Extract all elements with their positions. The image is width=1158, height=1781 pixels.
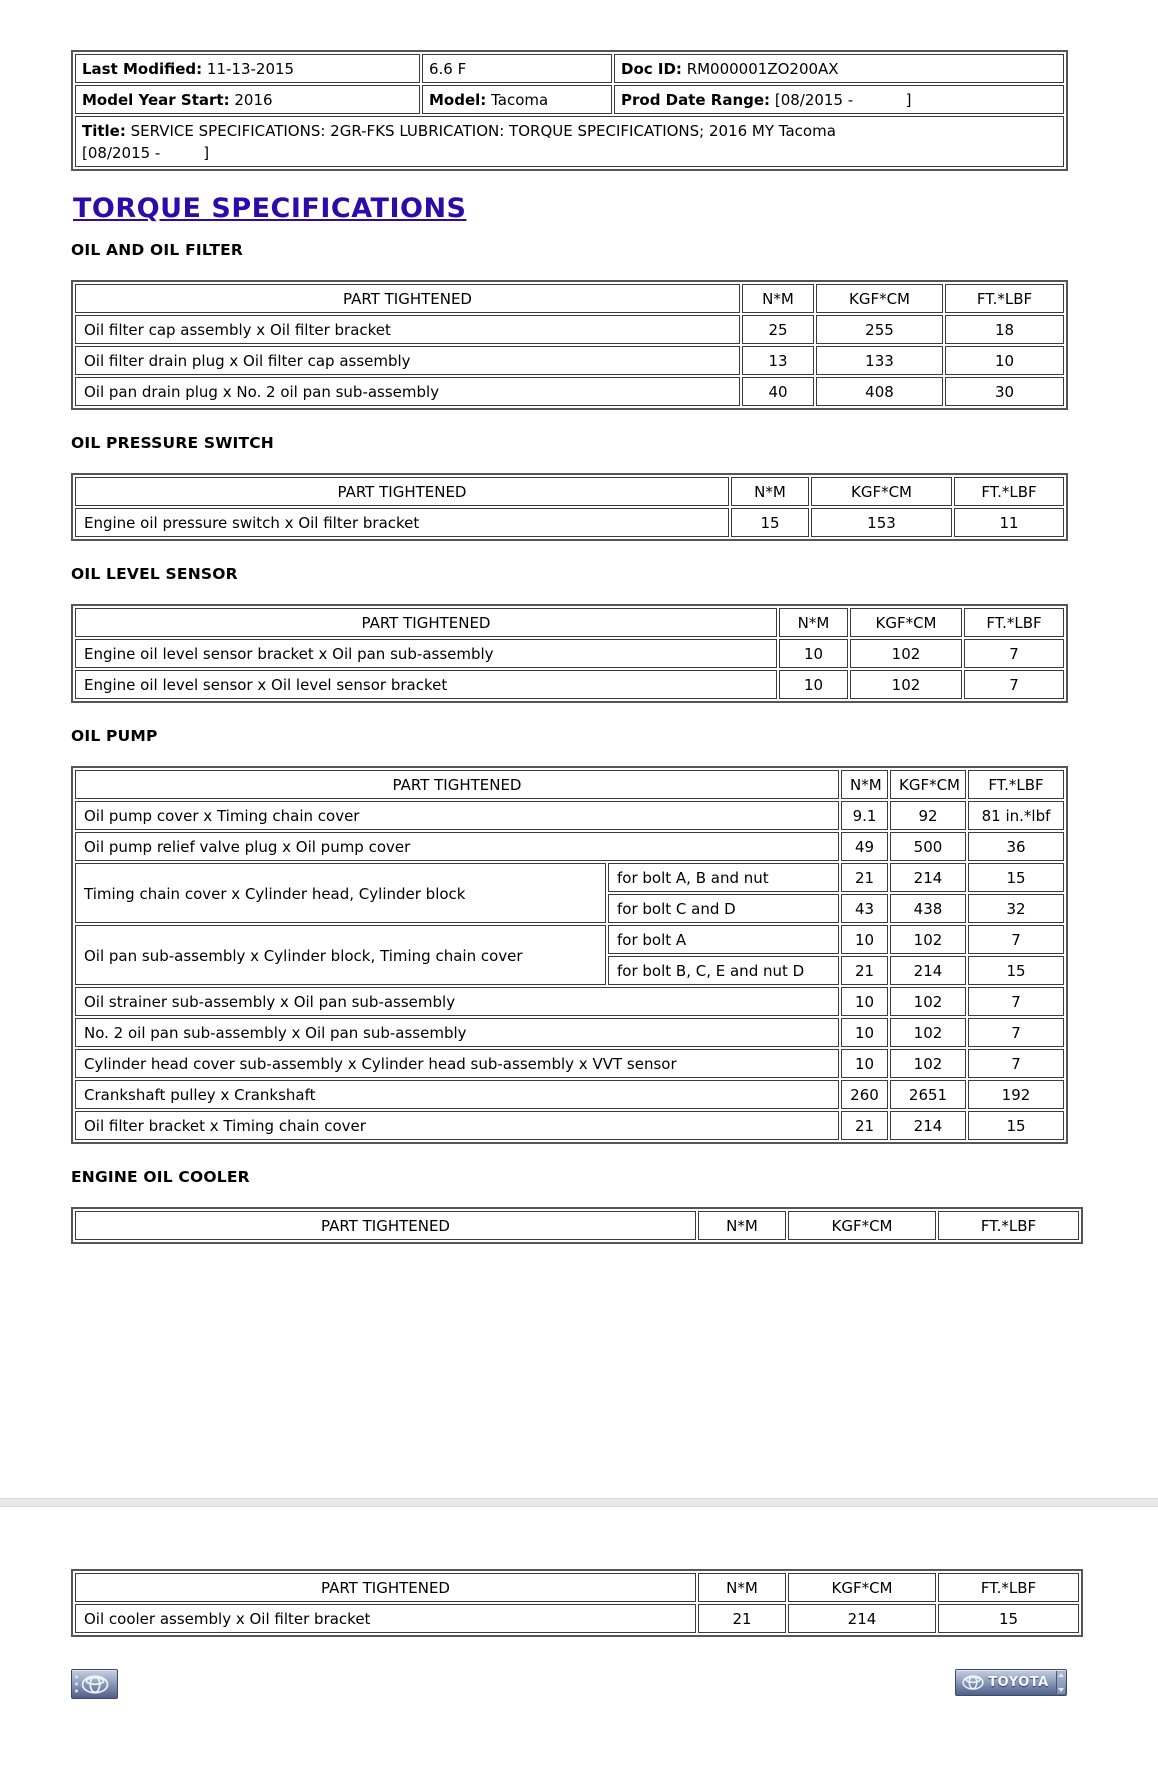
ft-cell: 30	[945, 377, 1064, 406]
oil-and-oil-filter-table	[71, 280, 1068, 410]
kgf-cell: 2651	[890, 1080, 966, 1109]
table-row	[75, 987, 1064, 1016]
kgf-cell: 102	[890, 1018, 966, 1047]
nm-cell: 21	[841, 1111, 888, 1140]
column-header-part: PART TIGHTENED	[75, 284, 740, 313]
kgf-cell: 214	[890, 1111, 966, 1140]
page-break-band	[0, 1498, 1158, 1507]
condition-cell: for bolt C and D	[608, 894, 839, 923]
column-header-ft: FT.*LBF	[945, 284, 1064, 313]
doc-info-row-3	[75, 116, 1064, 167]
ft-cell: 7	[968, 925, 1064, 954]
part-cell: Oil cooler assembly x Oil filter bracket	[75, 1604, 696, 1633]
column-header-part: PART TIGHTENED	[75, 1573, 696, 1602]
column-header-nm: N*M	[698, 1211, 786, 1240]
footer-nav	[71, 1669, 1067, 1699]
kgf-cell: 500	[890, 832, 966, 861]
oil-level-sensor-table	[71, 604, 1068, 703]
column-header-kgf: KGF*CM	[890, 770, 966, 799]
column-header-ft: FT.*LBF	[938, 1573, 1079, 1602]
ft-cell: 36	[968, 832, 1064, 861]
kgf-cell: 408	[816, 377, 943, 406]
doc-id-label: Doc ID:	[621, 60, 682, 78]
scroll-up-icon	[1058, 1673, 1064, 1677]
kgf-cell: 255	[816, 315, 943, 344]
nm-cell: 49	[841, 832, 888, 861]
table-row	[75, 377, 1064, 406]
nm-cell: 10	[779, 639, 848, 668]
column-header-kgf: KGF*CM	[816, 284, 943, 313]
scroll-down-icon	[1058, 1688, 1064, 1692]
ft-cell: 15	[968, 956, 1064, 985]
toyota-wordmark: TOYOTA	[988, 1675, 1049, 1690]
column-header-nm: N*M	[698, 1573, 786, 1602]
doc-info-row-1	[75, 54, 1064, 83]
table-row	[75, 1018, 1064, 1047]
nm-cell: 10	[779, 670, 848, 699]
table-header-row	[75, 284, 1064, 313]
section-heading-oil-pressure-switch: OIL PRESSURE SWITCH	[71, 434, 274, 452]
column-header-kgf: KGF*CM	[788, 1211, 936, 1240]
torque-specifications-heading-link[interactable]: TORQUE SPECIFICATIONS	[73, 193, 467, 224]
table-row	[75, 925, 1064, 954]
kgf-cell: 102	[850, 639, 962, 668]
column-header-nm: N*M	[742, 284, 814, 313]
table-row	[75, 1049, 1064, 1078]
table-header-row	[75, 608, 1064, 637]
engine-oil-cooler-table	[71, 1569, 1083, 1637]
ft-cell: 7	[968, 1049, 1064, 1078]
table-header-row	[75, 770, 1064, 799]
part-cell: Oil pan drain plug x No. 2 oil pan sub-assembly	[75, 377, 740, 406]
oil-pump-table	[71, 766, 1068, 1144]
nm-cell: 21	[841, 956, 888, 985]
toyota-logo-button[interactable]	[955, 1669, 1067, 1696]
table-row	[75, 639, 1064, 668]
ft-cell: 81 in.*lbf	[968, 801, 1064, 830]
revision-cell	[422, 54, 612, 83]
toyota-emblem-icon	[962, 1675, 984, 1690]
column-header-part: PART TIGHTENED	[75, 477, 729, 506]
doc-info-table	[71, 50, 1068, 171]
condition-cell: for bolt A	[608, 925, 839, 954]
column-header-part: PART TIGHTENED	[75, 1211, 696, 1240]
part-cell: Engine oil level sensor bracket x Oil pan sub-assembly	[75, 639, 777, 668]
nm-cell: 21	[698, 1604, 786, 1633]
nm-cell: 43	[841, 894, 888, 923]
column-header-nm: N*M	[779, 608, 848, 637]
doc-title-value: SERVICE SPECIFICATIONS: 2GR-FKS LUBRICATION: TORQUE SPECIFICATIONS; 2016 MY Tacoma	[130, 122, 836, 140]
table-row	[75, 1080, 1064, 1109]
ft-cell: 7	[968, 987, 1064, 1016]
ft-cell: 7	[964, 639, 1064, 668]
column-header-nm: N*M	[731, 477, 809, 506]
ft-cell: 18	[945, 315, 1064, 344]
nm-cell: 10	[841, 1049, 888, 1078]
column-header-ft: FT.*LBF	[968, 770, 1064, 799]
column-header-part: PART TIGHTENED	[75, 608, 777, 637]
engine-oil-cooler-table-header	[71, 1207, 1083, 1244]
kgf-cell: 102	[890, 925, 966, 954]
table-row	[75, 801, 1064, 830]
ft-cell: 7	[968, 1018, 1064, 1047]
prod-date-range-cell	[614, 85, 1064, 114]
kgf-cell: 92	[890, 801, 966, 830]
ft-cell: 11	[954, 508, 1064, 537]
nm-cell: 9.1	[841, 801, 888, 830]
table-header-row	[75, 1211, 1079, 1240]
section-heading-engine-oil-cooler: ENGINE OIL COOLER	[71, 1168, 250, 1186]
column-header-kgf: KGF*CM	[788, 1573, 936, 1602]
revision-value: 6.6 F	[429, 60, 467, 78]
doc-id-value: RM000001ZO200AX	[686, 60, 839, 78]
part-cell: Cylinder head cover sub-assembly x Cylinder head sub-assembly x VVT sensor	[75, 1049, 839, 1078]
doc-title-label: Title:	[82, 122, 126, 140]
model-label: Model:	[429, 91, 487, 109]
kgf-cell: 153	[811, 508, 952, 537]
part-cell: Oil strainer sub-assembly x Oil pan sub-assembly	[75, 987, 839, 1016]
column-header-ft: FT.*LBF	[938, 1211, 1079, 1240]
part-cell: Engine oil level sensor x Oil level sensor bracket	[75, 670, 777, 699]
doc-title-range: [08/2015 - ]	[82, 144, 210, 162]
part-cell: Timing chain cover x Cylinder head, Cylinder block	[75, 863, 606, 923]
kgf-cell: 438	[890, 894, 966, 923]
nm-cell: 15	[731, 508, 809, 537]
doc-title-cell	[75, 116, 1064, 167]
prod-date-range-label: Prod Date Range:	[621, 91, 771, 109]
part-cell: Oil filter drain plug x Oil filter cap assembly	[75, 346, 740, 375]
ft-cell: 15	[938, 1604, 1079, 1633]
ft-cell: 10	[945, 346, 1064, 375]
part-cell: Oil pump cover x Timing chain cover	[75, 801, 839, 830]
table-row	[75, 1604, 1079, 1633]
kgf-cell: 133	[816, 346, 943, 375]
nm-cell: 40	[742, 377, 814, 406]
table-row	[75, 832, 1064, 861]
nm-cell: 260	[841, 1080, 888, 1109]
table-header-row	[75, 477, 1064, 506]
ft-cell: 15	[968, 863, 1064, 892]
last-modified-cell	[75, 54, 420, 83]
model-year-start-label: Model Year Start:	[82, 91, 230, 109]
nm-cell: 25	[742, 315, 814, 344]
nm-cell: 13	[742, 346, 814, 375]
part-cell: Oil filter bracket x Timing chain cover	[75, 1111, 839, 1140]
kgf-cell: 102	[890, 1049, 966, 1078]
table-row	[75, 1111, 1064, 1140]
oil-pressure-switch-table	[71, 473, 1068, 541]
kgf-cell: 214	[890, 863, 966, 892]
ft-cell: 7	[964, 670, 1064, 699]
nm-cell: 10	[841, 987, 888, 1016]
ft-cell: 32	[968, 894, 1064, 923]
doc-id-cell	[614, 54, 1064, 83]
last-modified-label: Last Modified:	[82, 60, 203, 78]
part-cell: No. 2 oil pan sub-assembly x Oil pan sub-assembly	[75, 1018, 839, 1047]
section-heading-oil-level-sensor: OIL LEVEL SENSOR	[71, 565, 238, 583]
nm-cell: 10	[841, 1018, 888, 1047]
part-cell: Engine oil pressure switch x Oil filter bracket	[75, 508, 729, 537]
model-year-start-cell	[75, 85, 420, 114]
column-header-part: PART TIGHTENED	[75, 770, 839, 799]
prod-date-range-value: [08/2015 - ]	[774, 91, 912, 109]
column-header-ft: FT.*LBF	[954, 477, 1064, 506]
ft-cell: 15	[968, 1111, 1064, 1140]
table-row	[75, 508, 1064, 537]
button-scroll-strip[interactable]	[1056, 1671, 1065, 1694]
kgf-cell: 214	[890, 956, 966, 985]
part-cell: Crankshaft pulley x Crankshaft	[75, 1080, 839, 1109]
table-row	[75, 315, 1064, 344]
table-row	[75, 863, 1064, 892]
last-modified-value: 11-13-2015	[206, 60, 295, 78]
column-header-kgf: KGF*CM	[850, 608, 962, 637]
table-row	[75, 346, 1064, 375]
toyota-emblem-icon	[81, 1675, 109, 1694]
model-year-start-value: 2016	[234, 91, 273, 109]
doc-info-row-2	[75, 85, 1064, 114]
ft-cell: 192	[968, 1080, 1064, 1109]
button-edge-dots	[75, 1676, 78, 1693]
part-cell: Oil filter cap assembly x Oil filter bracket	[75, 315, 740, 344]
column-header-kgf: KGF*CM	[811, 477, 952, 506]
model-cell	[422, 85, 612, 114]
section-heading-oil-and-oil-filter: OIL AND OIL FILTER	[71, 241, 244, 259]
condition-cell: for bolt B, C, E and nut D	[608, 956, 839, 985]
column-header-nm: N*M	[841, 770, 888, 799]
toyota-home-button[interactable]	[71, 1669, 118, 1699]
table-header-row	[75, 1573, 1079, 1602]
kgf-cell: 214	[788, 1604, 936, 1633]
section-heading-oil-pump: OIL PUMP	[71, 727, 158, 745]
part-cell: Oil pan sub-assembly x Cylinder block, Timing chain cover	[75, 925, 606, 985]
model-value: Tacoma	[491, 91, 549, 109]
column-header-ft: FT.*LBF	[964, 608, 1064, 637]
table-row	[75, 670, 1064, 699]
condition-cell: for bolt A, B and nut	[608, 863, 839, 892]
part-cell: Oil pump relief valve plug x Oil pump cover	[75, 832, 839, 861]
kgf-cell: 102	[890, 987, 966, 1016]
nm-cell: 10	[841, 925, 888, 954]
kgf-cell: 102	[850, 670, 962, 699]
nm-cell: 21	[841, 863, 888, 892]
